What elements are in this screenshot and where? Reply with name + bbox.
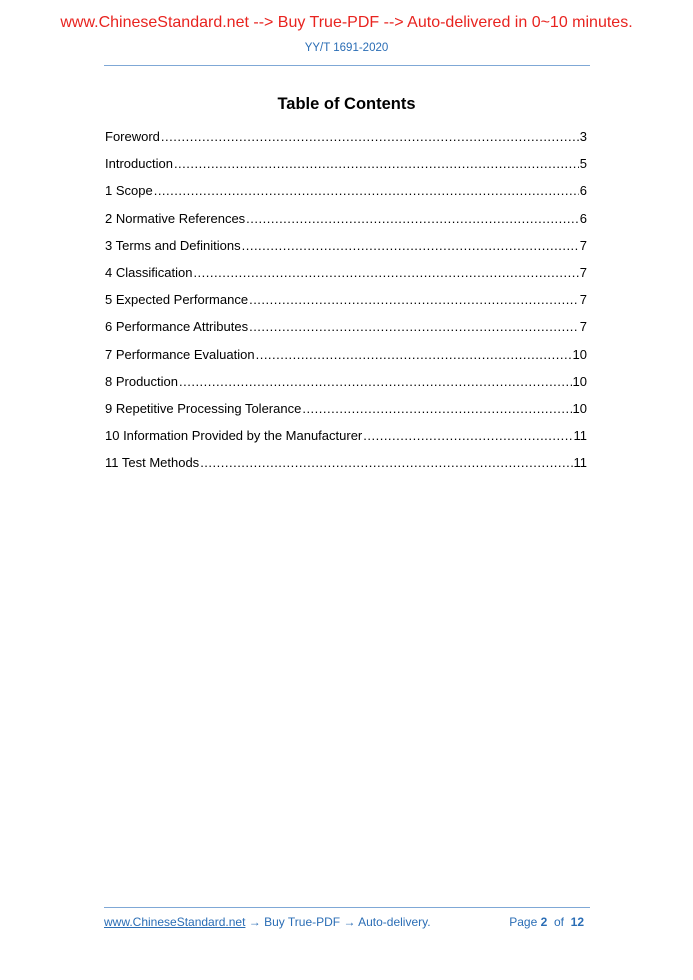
toc-entry-label: 4 Classification [105, 264, 193, 280]
toc-dot-leader [246, 209, 579, 229]
toc-entry[interactable] [105, 236, 587, 263]
toc-dot-leader [249, 317, 579, 337]
toc-entry-page: 11 [573, 455, 587, 471]
toc-entry-page: 6 [579, 210, 587, 226]
toc-entry[interactable] [105, 154, 587, 181]
header-banner[interactable]: www.ChineseStandard.net --> Buy True-PDF --> Auto-delivered in 0~10 minutes. [60, 14, 633, 31]
toc-entry[interactable] [105, 263, 587, 290]
toc-entry-label: 11 Test Methods [105, 455, 200, 471]
toc-dot-leader [302, 399, 571, 419]
footer-divider [104, 907, 590, 908]
toc-entry-page: 10 [572, 400, 587, 416]
toc-entry-page: 3 [579, 129, 587, 144]
toc-dot-leader [193, 263, 578, 283]
document-number: YY/T 1691-2020 [304, 42, 389, 54]
header-divider [104, 65, 590, 66]
toc-entry-page: 7 [579, 292, 587, 308]
toc-entry[interactable] [105, 426, 587, 453]
toc-dot-leader [249, 290, 579, 310]
toc-entry-page: 10 [572, 373, 587, 389]
toc-entry-page: 11 [573, 428, 587, 444]
toc-entry[interactable] [105, 181, 587, 208]
toc-entry-label: 9 Repetitive Processing Tolerance [105, 400, 302, 416]
page-footer [104, 915, 590, 933]
toc-entry[interactable] [105, 209, 587, 236]
toc-dot-leader [179, 372, 572, 392]
footer-website-link[interactable]: www.ChineseStandard.net [104, 915, 246, 929]
toc-dot-leader [256, 345, 572, 365]
toc-entry-label: 5 Expected Performance [105, 292, 249, 308]
page-current-number: 2 [540, 915, 548, 929]
toc-entry-page: 7 [579, 237, 587, 253]
toc-entry-page: 7 [579, 319, 587, 335]
toc-entry[interactable] [105, 127, 587, 154]
table-of-contents [105, 127, 587, 480]
page-indicator [509, 915, 584, 929]
toc-dot-leader [161, 127, 579, 147]
toc-entry-label: 2 Normative References [105, 210, 246, 226]
toc-dot-leader [154, 181, 579, 201]
toc-entry-label: 3 Terms and Definitions [105, 237, 241, 253]
toc-dot-leader [200, 453, 572, 473]
toc-entry[interactable] [105, 453, 587, 480]
toc-entry-label: Foreword [105, 129, 160, 144]
toc-entry-label: 7 Performance Evaluation [105, 346, 255, 362]
toc-entry-label: 10 Information Provided by the Manufacturer [105, 428, 363, 444]
page-of-word: of [553, 915, 564, 929]
toc-entry-label: Introduction [105, 156, 173, 172]
toc-entry-page: 5 [579, 156, 587, 172]
toc-entry[interactable] [105, 372, 587, 399]
toc-entry-page: 7 [579, 264, 587, 280]
page-word: Page [509, 915, 538, 929]
toc-entry[interactable] [105, 399, 587, 426]
toc-dot-leader [242, 236, 579, 256]
toc-entry-label: 1 Scope [105, 183, 153, 199]
toc-entry-page: 6 [579, 183, 587, 199]
toc-entry-label: 6 Performance Attributes [105, 319, 249, 335]
footer-promo [104, 915, 431, 929]
toc-entry[interactable] [105, 317, 587, 344]
toc-entry-label: 8 Production [105, 373, 178, 389]
toc-entry[interactable] [105, 345, 587, 372]
page-total-number: 12 [570, 915, 584, 929]
footer-promo-text: → Buy True-PDF → Auto-delivery. [245, 915, 431, 929]
toc-dot-leader [363, 426, 572, 446]
toc-entry[interactable] [105, 290, 587, 317]
toc-dot-leader [174, 154, 579, 174]
page-title: Table of Contents [277, 95, 416, 113]
toc-entry-page: 10 [572, 346, 587, 362]
